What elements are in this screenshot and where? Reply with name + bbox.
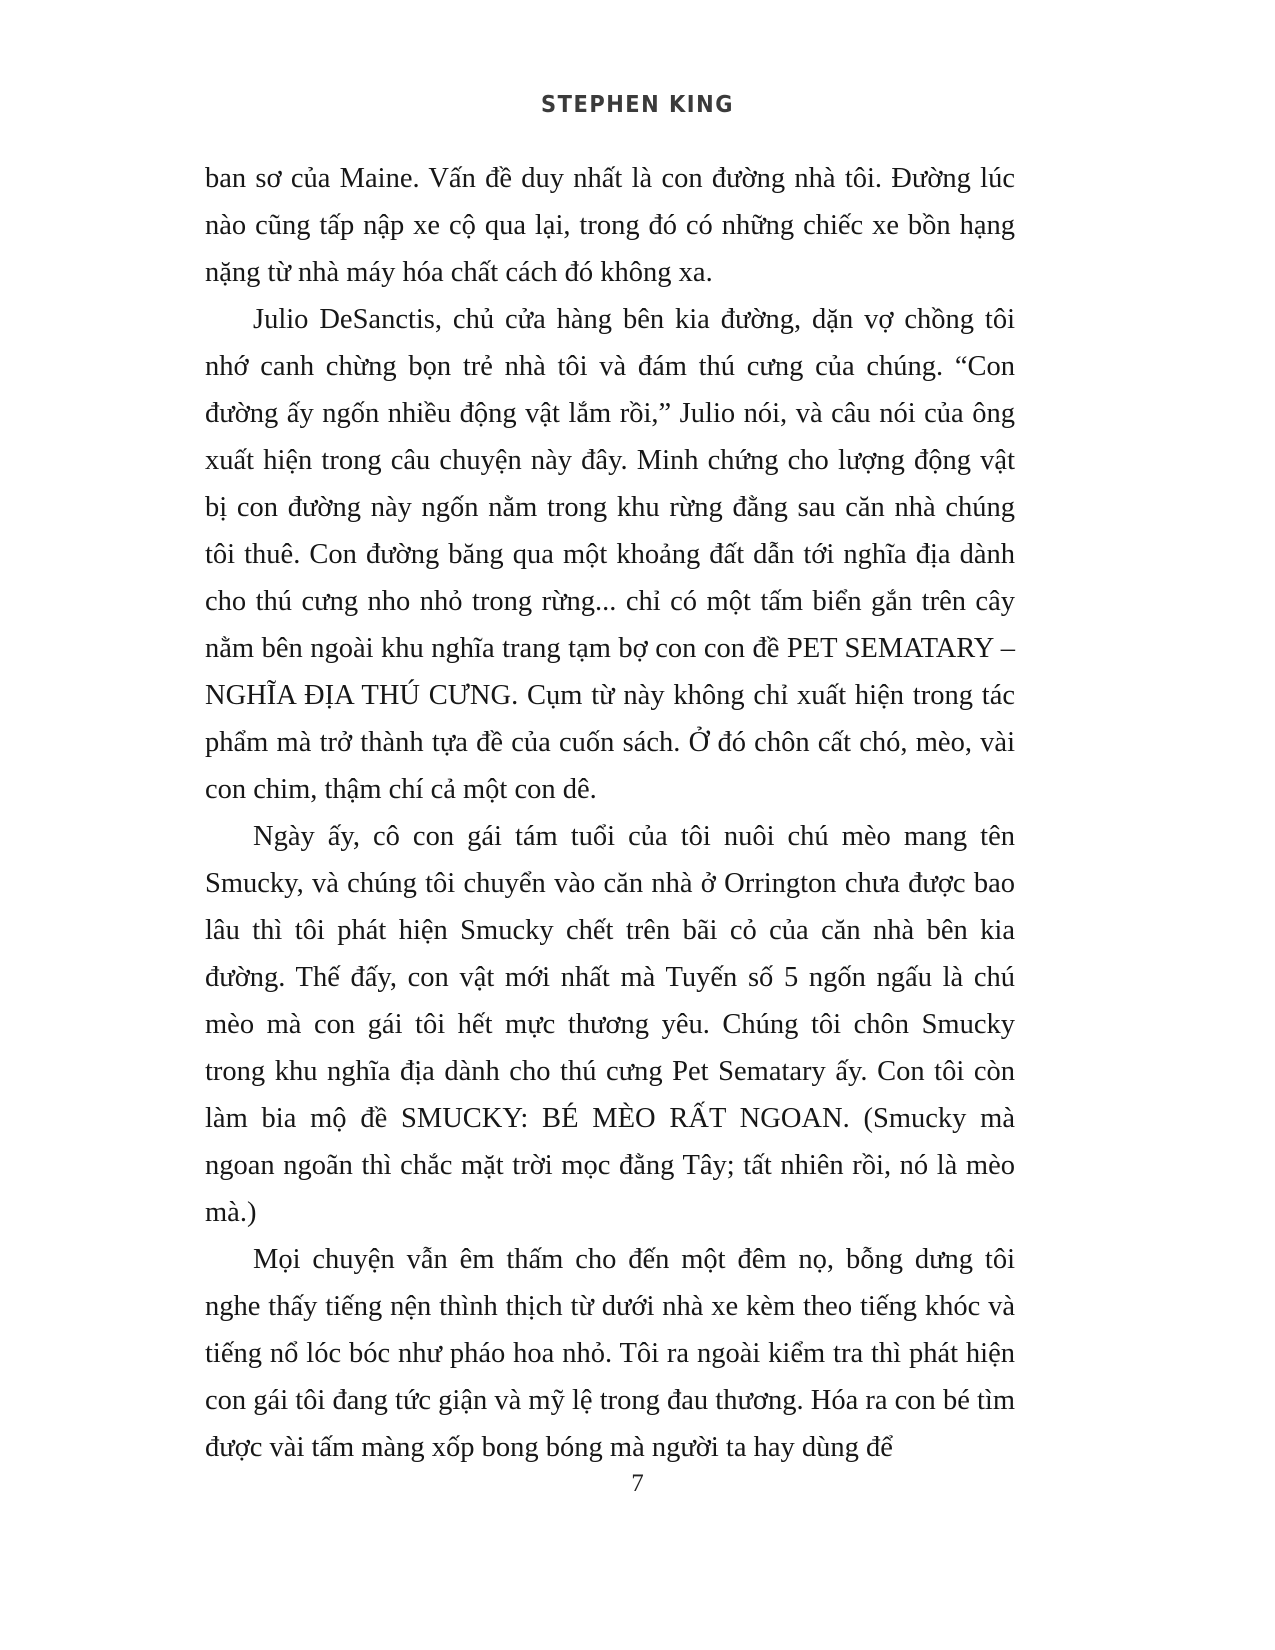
- page-number: 7: [631, 1470, 644, 1497]
- running-head: STEPHEN KING: [541, 90, 734, 118]
- paragraph: Mọi chuyện vẫn êm thấm cho đến một đêm nọ, bỗng dưng tôi nghe thấy tiếng nện thình thịch từ dưới nhà xe kèm theo tiếng khóc và tiếng nổ lóc bóc như pháo hoa nhỏ. Tôi ra ngoài kiểm tra thì phát hiện con gái tôi đang tức giận và mỹ lệ trong đau thương. Hóa ra con bé tìm được vài tấm màng xốp bong bóng mà người ta hay dùng để: [205, 1244, 1015, 1463]
- paragraph: Ngày ấy, cô con gái tám tuổi của tôi nuôi chú mèo mang tên Smucky, và chúng tôi chuyển vào căn nhà ở Orrington chưa được bao lâu thì tôi phát hiện Smucky chết trên bãi cỏ của căn nhà bên kia đường. Thế đấy, con vật mới nhất mà Tuyến số 5 ngốn ngấu là chú mèo mà con gái tôi hết mực thương yêu. Chúng tôi chôn Smucky trong khu nghĩa địa dành cho thú cưng Pet Sematary ấy. Con tôi còn làm bia mộ đề SMUCKY: BÉ MÈO RẤT NGOAN. (Smucky mà ngoan ngoãn thì chắc mặt trời mọc đằng Tây; tất nhiên rồi, nó là mèo mà.): [205, 821, 1015, 1228]
- body-text-column: [205, 155, 1015, 1471]
- paragraph: ban sơ của Maine. Vấn đề duy nhất là con đường nhà tôi. Đường lúc nào cũng tấp nập xe cộ qua lại, trong đó có những chiếc xe bồn hạng nặng từ nhà máy hóa chất cách đó không xa.: [205, 163, 1015, 288]
- paragraph: Julio DeSanctis, chủ cửa hàng bên kia đường, dặn vợ chồng tôi nhớ canh chừng bọn trẻ nhà tôi và đám thú cưng của chúng. “Con đường ấy ngốn nhiều động vật lắm rồi,” Julio nói, và câu nói của ông xuất hiện trong câu chuyện này đây. Minh chứng cho lượng động vật bị con đường này ngốn nằm trong khu rừng đằng sau căn nhà chúng tôi thuê. Con đường băng qua một khoảng đất dẫn tới nghĩa địa dành cho thú cưng nho nhỏ trong rừng... chỉ có một tấm biển gắn trên cây nằm bên ngoài khu nghĩa trang tạm bợ con con đề PET SEMATARY – NGHĨA ĐỊA THÚ CƯNG. Cụm từ này không chỉ xuất hiện trong tác phẩm mà trở thành tựa đề của cuốn sách. Ở đó chôn cất chó, mèo, vài con chim, thậm chí cả một con dê.: [205, 304, 1015, 805]
